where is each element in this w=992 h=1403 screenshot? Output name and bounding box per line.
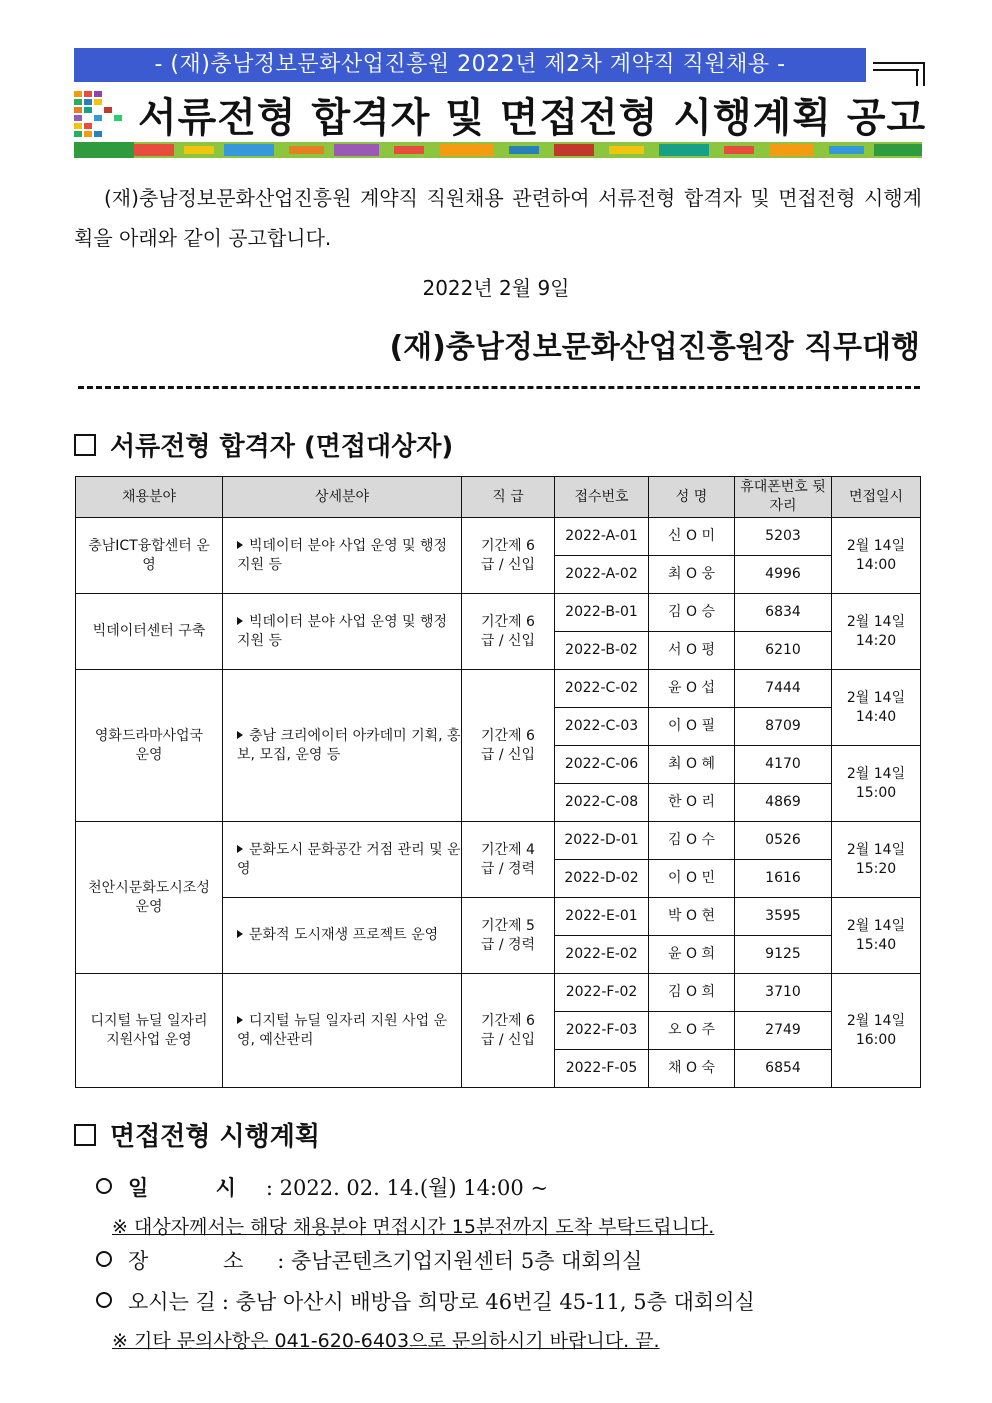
table-row: [76, 518, 921, 556]
cell-interview-time: 2월 14일 15:00: [832, 746, 921, 822]
circle-bullet-icon: [96, 1251, 112, 1267]
cell-receipt-no: 2022-F-02: [555, 974, 649, 1012]
document-title: 서류전형 합격자 및 면접전형 시행계획 공고: [138, 95, 927, 141]
cell-interview-time: 2월 14일 14:20: [832, 594, 921, 670]
cell-detail: [223, 898, 462, 974]
cell-receipt-no: 2022-E-01: [555, 898, 649, 936]
cell-name: 최 O 혜: [649, 746, 735, 784]
triangle-bullet-icon: [237, 731, 243, 739]
table-body: [76, 518, 921, 1088]
section-title-plan: [74, 1116, 320, 1153]
cell-interview-time: 2월 14일 16:00: [832, 974, 921, 1088]
section1-title-text: 서류전형 합격자 (면접대상자): [110, 432, 454, 462]
title-block: [74, 88, 927, 160]
cell-grade: 기간제 6급 / 신입: [462, 974, 555, 1088]
table-header-row: [76, 477, 921, 518]
table-row: [76, 670, 921, 708]
cell-name: 이 O 필: [649, 708, 735, 746]
cell-name: 채 O 숙: [649, 1050, 735, 1088]
header-grade: 직 급: [462, 477, 555, 518]
detail-text: 빅데이터 분야 사업 운영 및 행정 지원 등: [237, 613, 448, 649]
cell-name: 김 O 승: [649, 594, 735, 632]
checkbox-square-icon: [74, 1124, 96, 1146]
cell-phone: 0526: [735, 822, 832, 860]
cell-receipt-no: 2022-E-02: [555, 936, 649, 974]
triangle-bullet-icon: [237, 845, 243, 853]
triangle-bullet-icon: [237, 541, 243, 549]
cell-phone: 4869: [735, 784, 832, 822]
cell-name: 김 O 희: [649, 974, 735, 1012]
cell-receipt-no: 2022-F-05: [555, 1050, 649, 1088]
cell-interview-time: 2월 14일 14:00: [832, 518, 921, 594]
cell-name: 김 O 수: [649, 822, 735, 860]
cell-phone: 1616: [735, 860, 832, 898]
title-dots-icon: [74, 91, 124, 137]
header-banner: - (재)충남정보문화산업진흥원 2022년 제2차 계약직 직원채용 -: [74, 48, 866, 82]
cell-receipt-no: 2022-B-02: [555, 632, 649, 670]
cell-phone: 4170: [735, 746, 832, 784]
section2-title-text: 면접전형 시행계획: [110, 1122, 320, 1152]
cell-detail: [223, 518, 462, 594]
cell-detail: [223, 822, 462, 898]
cell-receipt-no: 2022-C-02: [555, 670, 649, 708]
cell-phone: 3710: [735, 974, 832, 1012]
cell-phone: 4996: [735, 556, 832, 594]
plan-route: [96, 1286, 755, 1316]
table-row: [76, 594, 921, 632]
triangle-bullet-icon: [237, 617, 243, 625]
route-label: 오시는 길: [128, 1290, 216, 1314]
cell-name: 최 O 웅: [649, 556, 735, 594]
cell-name: 이 O 민: [649, 860, 735, 898]
cell-phone: 8709: [735, 708, 832, 746]
detail-text: 디지털 뉴딜 일자리 지원 사업 운영, 예산관리: [237, 1012, 448, 1048]
header-phone: 휴대폰번호 뒷자리: [735, 477, 832, 518]
cell-field: 빅데이터센터 구축: [76, 594, 223, 670]
cell-phone: 2749: [735, 1012, 832, 1050]
passers-table: [75, 476, 921, 1088]
plan-note-arrival: [112, 1212, 714, 1239]
detail-text: 빅데이터 분야 사업 운영 및 행정 지원 등: [237, 537, 448, 573]
triangle-bullet-icon: [237, 1016, 243, 1024]
cell-field: 디지털 뉴딜 일자리 지원사업 운영: [76, 974, 223, 1088]
cell-interview-time: 2월 14일 14:40: [832, 670, 921, 746]
triangle-bullet-icon: [237, 930, 243, 938]
cell-receipt-no: 2022-B-01: [555, 594, 649, 632]
intro-paragraph: [74, 178, 922, 258]
header-interview-time: 면접일시: [832, 477, 921, 518]
cell-phone: 6834: [735, 594, 832, 632]
announcement-date: 2022년 2월 9일: [422, 276, 570, 300]
header-detail: 상세분야: [223, 477, 462, 518]
cell-name: 윤 O 섭: [649, 670, 735, 708]
table-row: [76, 974, 921, 1012]
plan-datetime: [96, 1172, 548, 1202]
dashed-divider: [78, 386, 920, 389]
cell-phone: 6854: [735, 1050, 832, 1088]
note1-text: ※ 대상자께서는 해당 채용분야 면접시간 15분전까지 도착 부탁드립니다.: [112, 1216, 715, 1238]
cell-detail: [223, 594, 462, 670]
header-field: 채용분야: [76, 477, 223, 518]
intro-text: (재)충남정보문화산업진흥원 계약직 직원채용 관련하여 서류전형 합격자 및 면접전형 시행계획을 아래와 같이 공고합니다.: [74, 186, 922, 250]
header-receipt-no: 접수번호: [555, 477, 649, 518]
cell-field: 천안시문화도시조성 운영: [76, 822, 223, 974]
cell-phone: 5203: [735, 518, 832, 556]
note2-text: ※ 기타 문의사항은 041-620-6403으로 문의하시기 바랍니다. 끝.: [112, 1330, 660, 1352]
title-color-bar: [74, 142, 922, 158]
signer: (재)충남정보문화산업진흥원장 직무대행: [389, 330, 920, 365]
cell-phone: 7444: [735, 670, 832, 708]
cell-field: 충남ICT융합센터 운영: [76, 518, 223, 594]
plan-note-contact: [112, 1326, 660, 1353]
cell-grade: 기간제 5급 / 경력: [462, 898, 555, 974]
detail-text: 문화도시 문화공간 거점 관리 및 운영: [237, 841, 461, 877]
cell-receipt-no: 2022-C-08: [555, 784, 649, 822]
cell-field: 영화드라마사업국 운영: [76, 670, 223, 822]
cell-interview-time: 2월 14일 15:40: [832, 898, 921, 974]
cell-receipt-no: 2022-C-06: [555, 746, 649, 784]
cell-name: 한 O 리: [649, 784, 735, 822]
place-value: : 충남콘텐츠기업지원센터 5층 대회의실: [277, 1249, 643, 1273]
cell-name: 윤 O 희: [649, 936, 735, 974]
cell-receipt-no: 2022-F-03: [555, 1012, 649, 1050]
circle-bullet-icon: [96, 1292, 112, 1308]
cell-receipt-no: 2022-A-01: [555, 518, 649, 556]
header-name: 성 명: [649, 477, 735, 518]
route-value: : 충남 아산시 배방읍 희망로 46번길 45-11, 5층 대회의실: [221, 1290, 755, 1314]
corner-lines-decoration: [873, 60, 925, 86]
place-label: 장 소: [128, 1249, 278, 1273]
cell-grade: 기간제 6급 / 신입: [462, 518, 555, 594]
section-title-passers: [74, 426, 453, 463]
cell-name: 오 O 주: [649, 1012, 735, 1050]
table-row: [76, 822, 921, 860]
cell-name: 박 O 현: [649, 898, 735, 936]
circle-bullet-icon: [96, 1178, 112, 1194]
cell-grade: 기간제 6급 / 신입: [462, 670, 555, 822]
cell-receipt-no: 2022-A-02: [555, 556, 649, 594]
detail-text: 문화적 도시재생 프로젝트 운영: [249, 927, 439, 943]
cell-phone: 6210: [735, 632, 832, 670]
checkbox-square-icon: [74, 434, 96, 456]
cell-grade: 기간제 6급 / 신입: [462, 594, 555, 670]
cell-phone: 3595: [735, 898, 832, 936]
detail-text: 충남 크리에이터 아카데미 기획, 홍보, 모집, 운영 등: [237, 727, 461, 763]
cell-detail: [223, 670, 462, 822]
cell-detail: [223, 974, 462, 1088]
cell-receipt-no: 2022-D-01: [555, 822, 649, 860]
cell-receipt-no: 2022-C-03: [555, 708, 649, 746]
cell-grade: 기간제 4급 / 경력: [462, 822, 555, 898]
cell-name: 서 O 평: [649, 632, 735, 670]
datetime-value: : 2022. 02. 14.(월) 14:00 ~: [265, 1176, 549, 1200]
cell-phone: 9125: [735, 936, 832, 974]
plan-place: [96, 1245, 642, 1275]
cell-interview-time: 2월 14일 15:20: [832, 822, 921, 898]
cell-name: 신 O 미: [649, 518, 735, 556]
cell-receipt-no: 2022-D-02: [555, 860, 649, 898]
datetime-label: 일 시: [128, 1176, 266, 1200]
